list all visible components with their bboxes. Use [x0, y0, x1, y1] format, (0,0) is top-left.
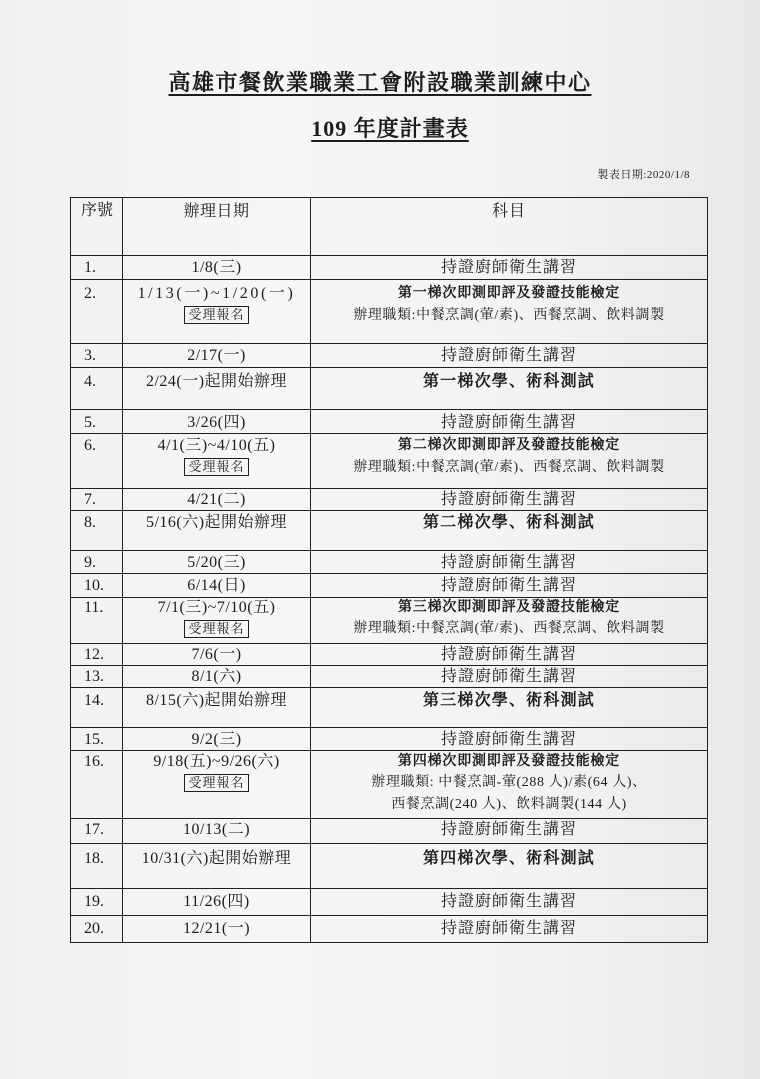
table-row — [71, 643, 707, 665]
row-subject: 持證廚師衛生講習 — [440, 920, 577, 937]
row-subject: 第四梯次學、術科測試 — [422, 850, 595, 867]
row-date: 5/20(三) — [123, 551, 311, 573]
row-number: 5. — [71, 410, 123, 433]
row-number: 14. — [71, 688, 123, 727]
row-number: 3. — [71, 344, 123, 367]
table-header-row — [71, 198, 707, 255]
row-number: 16. — [71, 751, 123, 818]
row-subject: 第一梯次即測即評及發證技能檢定 — [398, 286, 620, 301]
header-subject: 科目 — [491, 203, 526, 220]
row-date: 1/8(三) — [123, 256, 311, 279]
row-subject: 持證廚師衛生講習 — [440, 414, 577, 431]
row-number: 18. — [71, 844, 123, 888]
row-date: 8/1(六) — [123, 666, 311, 687]
row-date-cell — [123, 751, 311, 818]
row-number: 10. — [71, 574, 123, 597]
document-subtitle: 109 年度計畫表 — [311, 116, 469, 141]
row-subject: 持證廚師衛生講習 — [440, 731, 577, 748]
row-subject: 持證廚師衛生講習 — [440, 821, 577, 838]
table-row — [71, 279, 707, 343]
subject-detail: 西餐烹調(240 人)、飲料調製(144 人) — [391, 797, 627, 812]
row-number: 9. — [71, 551, 123, 573]
row-subject: 持證廚師衛生講習 — [440, 491, 577, 508]
row-date: 2/17(一) — [123, 344, 311, 367]
table-row — [71, 488, 707, 510]
row-number: 19. — [71, 889, 123, 915]
subject-detail: 辦理職類:中餐烹調(葷/素)、西餐烹調、飲料調製 — [353, 621, 665, 636]
row-number: 17. — [71, 819, 123, 843]
table-row — [71, 367, 707, 409]
row-date: 7/1(三)~7/10(五) — [157, 599, 276, 616]
table-row — [71, 888, 707, 915]
row-subject: 持證廚師衛生講習 — [440, 554, 577, 571]
row-number: 11. — [71, 598, 123, 643]
row-date: 4/21(二) — [123, 489, 311, 510]
table-row — [71, 750, 707, 818]
registration-badge: 受理報名 — [184, 620, 248, 638]
row-number: 7. — [71, 489, 123, 510]
row-number: 8. — [71, 511, 123, 550]
table-row — [71, 818, 707, 843]
registration-badge: 受理報名 — [184, 774, 248, 792]
table-row — [71, 843, 707, 888]
header-date: 辦理日期 — [123, 198, 311, 255]
row-number: 13. — [71, 666, 123, 687]
document-title: 高雄市餐飲業職業工會附設職業訓練中心 — [168, 70, 592, 95]
row-subject: 第二梯次即測即評及發證技能檢定 — [398, 438, 620, 453]
row-subject: 第四梯次即測即評及發證技能檢定 — [398, 754, 620, 769]
row-number: 15. — [71, 728, 123, 750]
row-subject-cell — [311, 280, 707, 343]
row-subject: 持證廚師衛生講習 — [440, 668, 577, 685]
row-subject: 持證廚師衛生講習 — [440, 259, 577, 276]
row-number: 2. — [71, 280, 123, 343]
row-date: 4/1(三)~4/10(五) — [157, 437, 276, 454]
row-date: 6/14(日) — [123, 574, 311, 597]
row-subject: 持證廚師衛生講習 — [440, 577, 577, 594]
row-date: 7/6(一) — [123, 644, 311, 665]
table-row — [71, 343, 707, 367]
table-row — [71, 255, 707, 279]
table-row — [71, 665, 707, 687]
schedule-table — [70, 197, 708, 943]
row-subject: 持證廚師衛生講習 — [440, 646, 577, 663]
row-date: 5/16(六)起開始辦理 — [123, 511, 311, 550]
table-row — [71, 433, 707, 488]
table-row — [71, 687, 707, 727]
row-subject-cell — [311, 434, 707, 488]
row-subject: 持證廚師衛生講習 — [440, 347, 577, 364]
row-date: 9/2(三) — [123, 728, 311, 750]
row-date-cell — [123, 280, 311, 343]
subject-detail: 辦理職類:中餐烹調(葷/素)、西餐烹調、飲料調製 — [353, 460, 665, 475]
row-date: 3/26(四) — [123, 410, 311, 433]
row-date: 1/13(一)~1/20(一) — [137, 285, 296, 302]
row-date: 12/21(一) — [123, 916, 311, 942]
table-row — [71, 573, 707, 597]
subject-detail: 辦理職類: 中餐烹調-葷(288 人)/素(64 人)、 — [371, 775, 647, 790]
row-subject: 持證廚師衛生講習 — [440, 893, 577, 910]
row-date: 10/31(六)起開始辦理 — [123, 844, 311, 888]
row-subject-cell — [311, 598, 707, 643]
table-row — [71, 727, 707, 750]
row-subject: 第一梯次學、術科測試 — [422, 373, 595, 390]
row-date-cell — [123, 598, 311, 643]
row-date: 8/15(六)起開始辦理 — [123, 688, 311, 727]
row-date: 11/26(四) — [123, 889, 311, 915]
row-subject: 第三梯次即測即評及發證技能檢定 — [398, 600, 620, 615]
registration-badge: 受理報名 — [184, 306, 248, 324]
row-date: 2/24(一)起開始辦理 — [123, 368, 311, 409]
table-row — [71, 409, 707, 433]
row-number: 20. — [71, 916, 123, 942]
table-row — [71, 550, 707, 573]
row-number: 4. — [71, 368, 123, 409]
row-number: 1. — [71, 256, 123, 279]
creation-date: 製表日期:2020/1/8 — [597, 169, 690, 181]
row-subject: 第三梯次學、術科測試 — [422, 692, 595, 709]
table-row — [71, 510, 707, 550]
table-row — [71, 597, 707, 643]
row-date-cell — [123, 434, 311, 488]
row-subject-cell — [311, 751, 707, 818]
row-date: 10/13(二) — [123, 819, 311, 843]
registration-badge: 受理報名 — [184, 458, 248, 476]
row-subject: 第二梯次學、術科測試 — [422, 514, 595, 531]
header-number: 序號 — [71, 198, 123, 255]
row-number: 6. — [71, 434, 123, 488]
row-number: 12. — [71, 644, 123, 665]
row-date: 9/18(五)~9/26(六) — [153, 753, 280, 770]
subject-detail: 辦理職類:中餐烹調(葷/素)、西餐烹調、飲料調製 — [353, 308, 665, 323]
table-row — [71, 915, 707, 942]
